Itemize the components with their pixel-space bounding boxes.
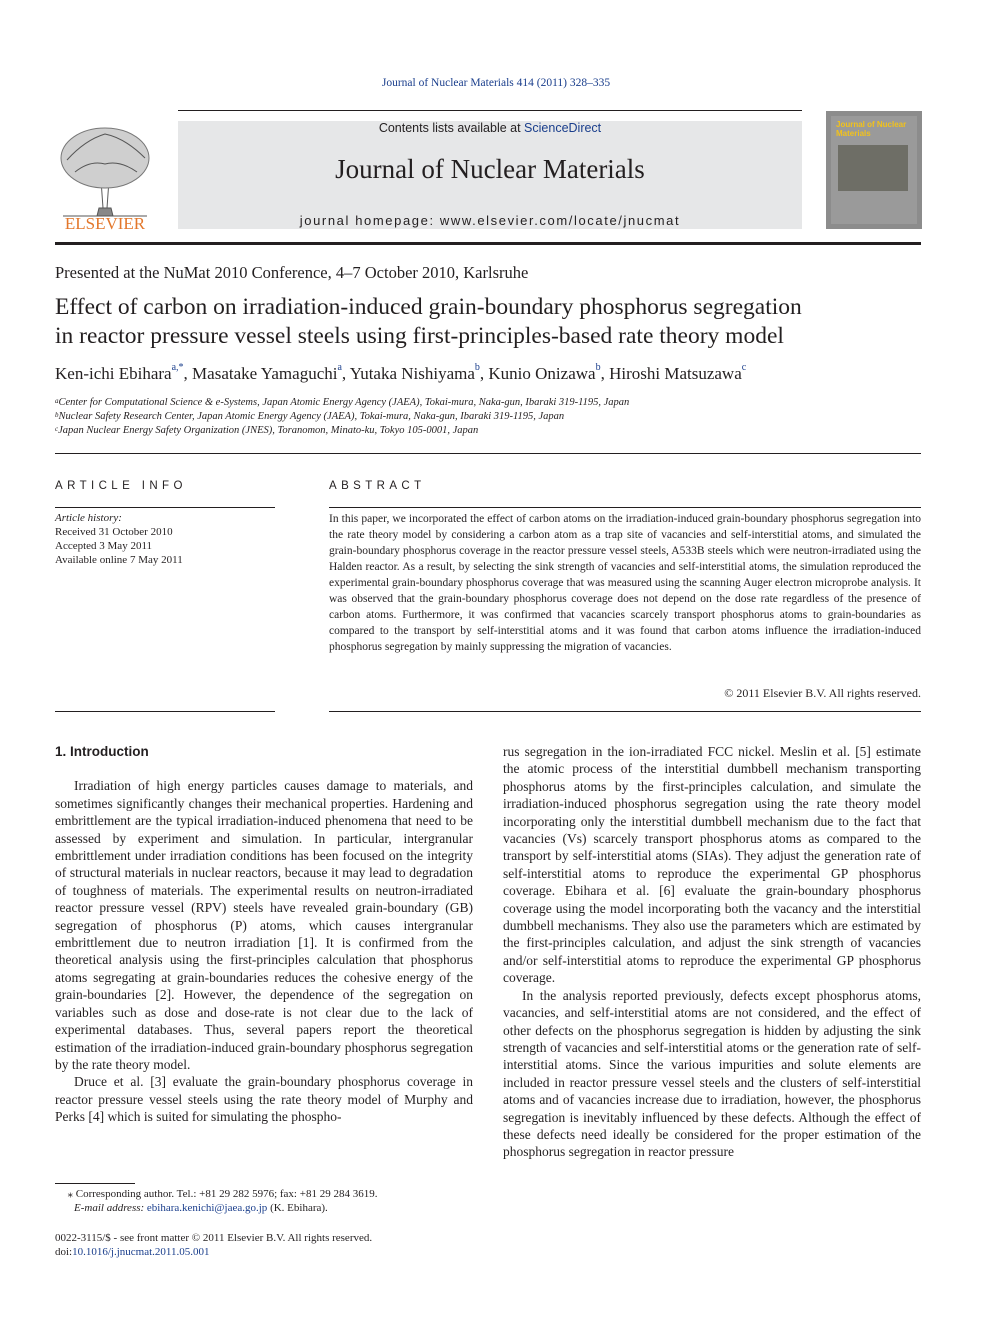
section-heading-introduction: 1. Introduction: [55, 744, 149, 759]
contents-line: [178, 121, 802, 135]
email-label: E-mail address:: [74, 1202, 145, 1214]
paragraph: In the analysis reported previously, defects except phosphorus atoms, vacancies, and self-interstitial atoms are not considered, and the effect of other defects on the phosphorus segregation is hidden by adjusting the sink strength of vacancies and self-interstitial atoms or the generation rate of self-interstitial atoms. Since the various impurities and solute elements are included in reactor pressure vessel steels and the clusters of self-interstitial atoms and of vacancies increase due to irradiation, however, the phosphorus segregation is inevitably influenced by these defects. Although the effect of these defects need ideally be considered for the proper estimation of the phosphorus segregation in reactor pressure: [503, 987, 921, 1160]
author-affil-ref[interactable]: c: [741, 362, 747, 373]
abstract-text: In this paper, we incorporated the effect of carbon atoms on the irradiation-induced grain-boundary phosphorus segregation into the rate theory model by considering a carbon atom as a trap site of vacancies and self-interstitial atoms, and simulated the grain-boundary phosphorus coverage in the reactor pressure vessel steels, A533B steels which were neutron-irradiated using the Halden reactor. As a result, by selecting the sink strength of vacancies and self-interstitial atoms, the simulation reproduced the experimental grain-boundary phosphorus coverage that was measured using the scanning Auger electron microprobe analysis. It was observed that the grain-boundary phosphorus coverage does not depend on the dose rate regardless of the presence of carbon atoms. Furthermore, it was confirmed that vacancies scarcely transport phosphorus atoms to grain-boundaries as compared to the transport by self-interstitial atoms and it was found that carbon atoms influence the irradiation-induced phosphorus segregation by mainly suppressing the migration of vacancies.: [329, 513, 921, 653]
doi-line: [55, 1245, 475, 1259]
section-divider: [55, 453, 921, 454]
elsevier-tree-icon: [55, 120, 155, 230]
footnote-corresponding: [55, 1187, 475, 1201]
cover-image: [838, 145, 908, 191]
contents-prefix: Contents lists available at: [378, 121, 525, 135]
affiliation: $^b$Nuclear Safety Research Center, Japan Atomic Energy Agency (JAEA), Tokai-mura, Naka-gun, Ibaraki 319-1195, Japan: [55, 411, 565, 422]
author[interactable]: Hiroshi Matsuzawa$^c$: [609, 362, 747, 383]
elsevier-wordmark: ELSEVIER: [64, 214, 146, 230]
received-date: Received 31 October 2010: [55, 526, 173, 538]
author-affil-ref[interactable]: a: [337, 362, 342, 373]
issn-line: 0022-3115/$ - see front matter © 2011 Elsevier B.V. All rights reserved.: [55, 1232, 373, 1244]
footnote-email: [74, 1201, 494, 1215]
article-info-heading: ARTICLE INFO: [55, 480, 187, 492]
author-affil-ref[interactable]: a,*: [171, 362, 184, 373]
journal-cover[interactable]: [826, 111, 922, 229]
title-line-1: Effect of carbon on irradiation-induced grain-boundary phosphorus segregation: [55, 294, 802, 320]
doi-link[interactable]: 10.1016/j.jnucmat.2011.05.001: [72, 1246, 210, 1258]
email-suffix: (K. Ebihara).: [270, 1202, 328, 1214]
elsevier-logo[interactable]: [55, 120, 155, 230]
header-thick-rule: [55, 242, 921, 245]
affiliation: $^a$Center for Computational Science & e-Systems, Japan Atomic Energy Agency (JAEA), Tokai-mura, Naka-gun, Ibaraki 319-1195, Japan: [55, 397, 630, 408]
history-label: Article history:: [55, 512, 122, 524]
paragraph: rus segregation in the ion-irradiated FCC nickel. Meslin et al. [5] estimate the atomic process of the interstitial dumbbell mechanism transporting phosphorus atoms by the first-principles calculation, and simulate the irradiation-induced phosphorus segregation using the rate theory model incorporating only the interstitial dumbbell mechanism due to the fact that vacancies (Vs) scarcely transport phosphorus atoms as compared to the transport by self-interstitial atoms (SIAs). They adjust the generation rate of self-interstitial atoms to reproduce the experimental GP phosphorus coverage. Ebihara et al. [6] evaluate the grain-boundary phosphorus coverage using the model incorporating both the vacancy and the interstitial dumbbell mechanisms. They also use the parameters which are estimated by the first-principles calculation, and adjust the sink strength of vacancies and/or self-interstitial atoms to reproduce the experimental GP phosphorus coverage.: [503, 744, 921, 986]
author[interactable]: Masatake Yamaguchi$^a$,: [192, 362, 350, 383]
author[interactable]: Ken-ichi Ebihara$^{a,*}$,: [55, 362, 193, 383]
corresponding-author: Corresponding author. Tel.: +81 29 282 5976; fax: +81 29 284 3619.: [75, 1188, 378, 1200]
email-link[interactable]: ebihara.kenichi@jaea.go.jp: [146, 1202, 268, 1214]
online-date: Available online 7 May 2011: [55, 554, 183, 566]
conference-note: Presented at the NuMat 2010 Conference, 4–7 October 2010, Karlsruhe: [55, 263, 529, 282]
abstract-rule: [329, 507, 921, 508]
author[interactable]: Kunio Onizawa$^b$,: [488, 362, 610, 383]
journal-citation[interactable]: Journal of Nuclear Materials 414 (2011) 328–335: [381, 77, 611, 89]
article-info-rule: [55, 507, 275, 508]
paragraph: Druce et al. [3] evaluate the grain-boundary phosphorus coverage in reactor pressure vessel steels using the rate theory model of Murphy and Perks [4] which is suited for simulating the phospho-: [55, 1074, 473, 1125]
article-history: [55, 511, 275, 567]
author-affil-ref[interactable]: b: [474, 362, 480, 373]
article-info-bottom-rule: [55, 711, 275, 712]
footnote-rule: [55, 1183, 135, 1184]
author-list: [55, 364, 921, 384]
title-line-2: in reactor pressure vessel steels using first-principles-based rate theory model: [55, 323, 784, 349]
journal-title: Journal of Nuclear Materials: [335, 154, 645, 184]
body-column-right: [503, 743, 921, 1161]
abstract-bottom-rule: [329, 711, 921, 712]
affiliation: $^c$Japan Nuclear Energy Safety Organization (JNES), Toranomon, Minato-ku, Tokyo 105-0001, Japan: [55, 425, 479, 436]
cover-title: Journal of Nuclear Materials: [836, 120, 907, 138]
header-rule: [178, 110, 802, 111]
body-column-left: [55, 743, 473, 1126]
author-affil-ref[interactable]: b: [595, 362, 601, 373]
article-title: [55, 293, 921, 351]
abstract-copyright: © 2011 Elsevier B.V. All rights reserved.: [724, 686, 921, 700]
doi-prefix: doi:: [55, 1246, 73, 1258]
author[interactable]: Yutaka Nishiyama$^b$,: [349, 362, 489, 383]
paragraph: Irradiation of high energy particles causes damage to materials, and sometimes significantly changes their mechanical properties. Hardening and embrittlement are the typical irradiation-induced phenomena that need to be assessed by experiment and simulation. In particular, intergranular embrittlement under irradiation conditions has been focused on the integrity of structural materials in nuclear reactors, because it may lead to degradation of toughness of materials. The experimental results on neutron-irradiated reactor pressure vessel (RPV) steels have revealed grain-boundary (GB) segregation of phosphorus (P) atoms, which causes intergranular embrittlement due to neutron irradiation [1]. It is confirmed from the theoretical analysis using the first-principles calculation that phosphorus atoms segregating at grain-boundaries reduces the cohesive energy of the grain-boundaries [2]. However, the dependence of the segregation on variables such as dose and dose-rate is not clear due to the lack of experimental databases. Thus, several papers report the theoretical estimation of the irradiation-induced grain-boundary phosphorus segregation by the rate theory model.: [55, 778, 473, 1072]
accepted-date: Accepted 3 May 2011: [55, 540, 153, 552]
abstract-heading: ABSTRACT: [329, 480, 426, 492]
journal-homepage[interactable]: journal homepage: www.elsevier.com/locate/jnucmat: [299, 213, 681, 228]
footnote-marker: ⁎: [67, 1188, 73, 1200]
sciencedirect-link[interactable]: ScienceDirect: [524, 121, 602, 135]
